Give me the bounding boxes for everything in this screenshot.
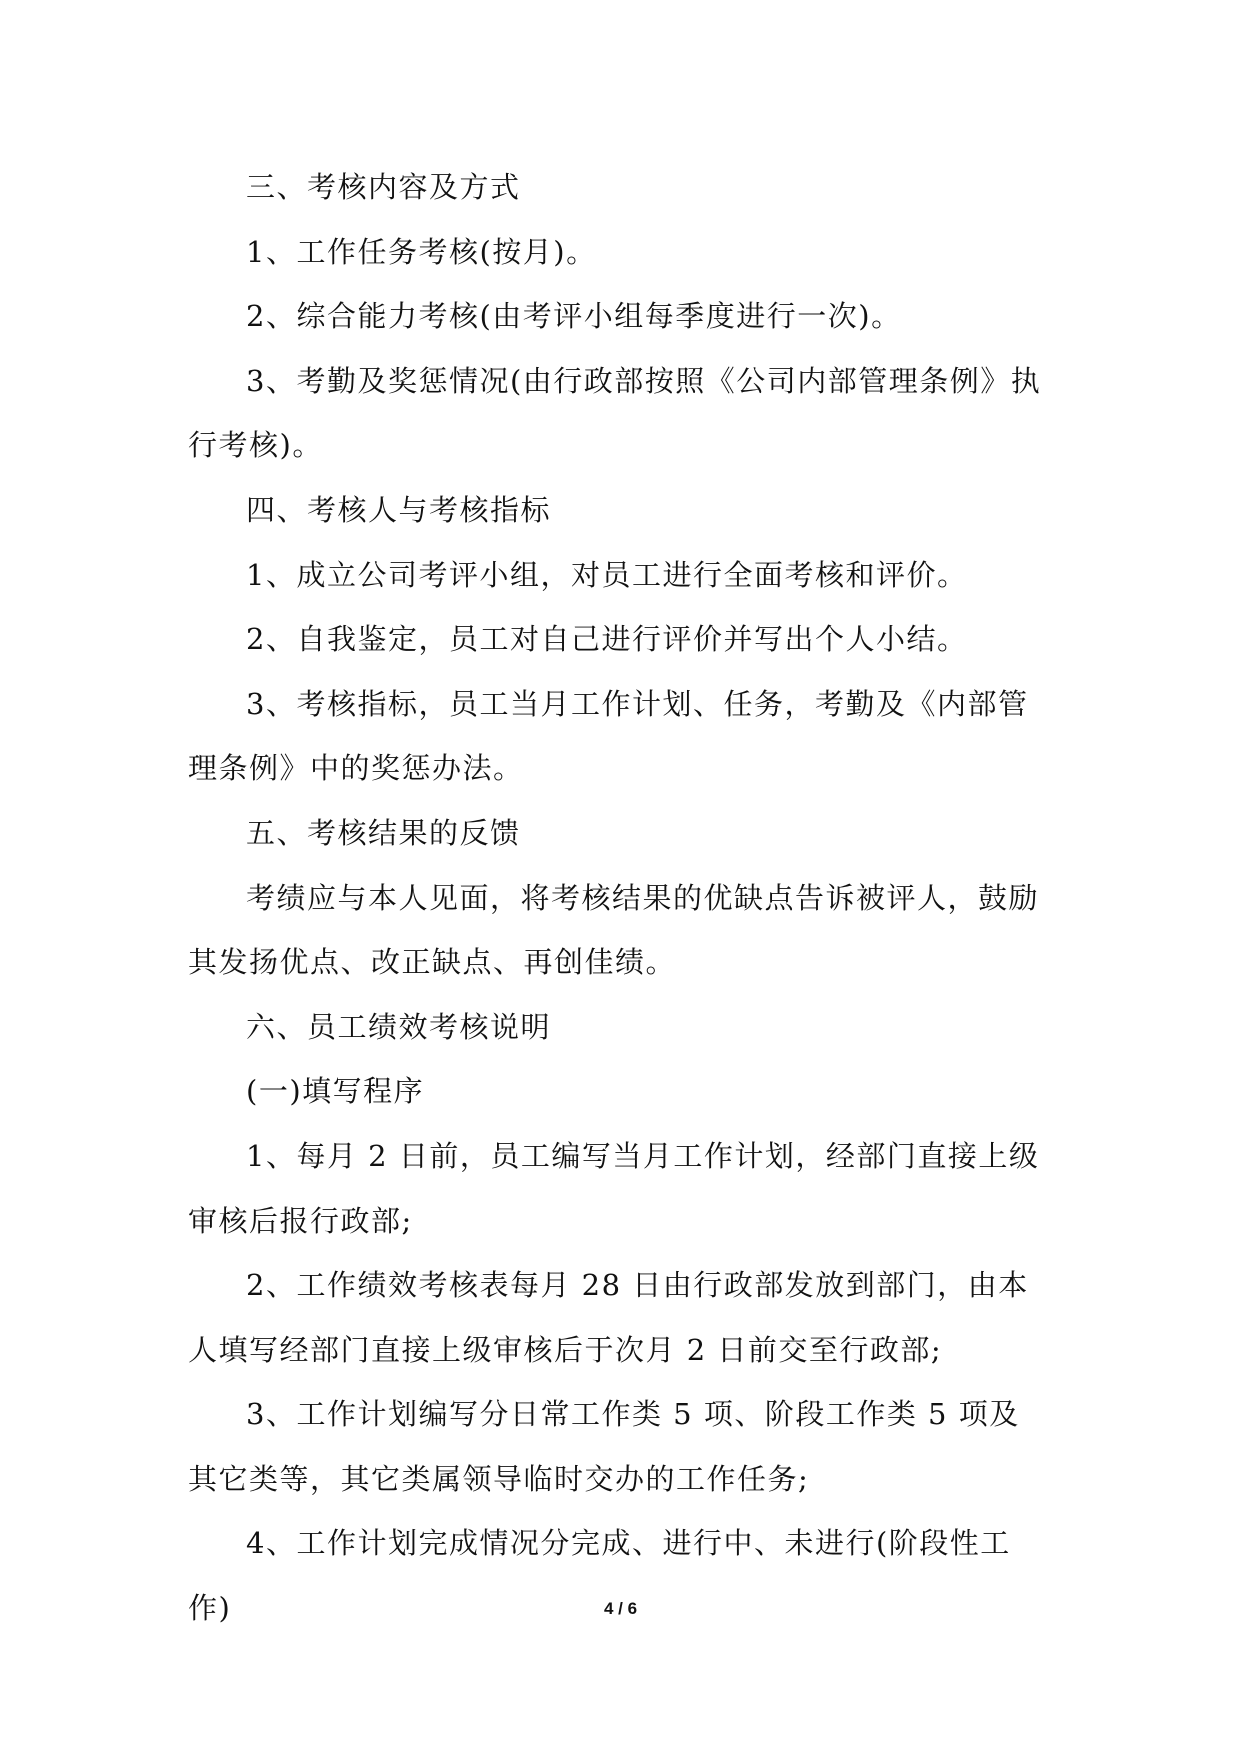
list-item: 1、每月 2 日前，员工编写当月工作计划，经部门直接上级审核后报行政部; [188,1138,1040,1238]
list-item: 1、工作任务考核(按月)。 [246,234,597,269]
list-item: 2、工作绩效考核表每月 28 日由行政部发放到部门，由本人填写经部门直接上级审核后于次月 2 日前交至行政部; [188,1268,1029,1367]
section-heading: 四、考核人与考核指标 [246,492,552,527]
subsection-heading: (一)填写程序 [246,1074,425,1109]
section-heading: 三、考核内容及方式 [246,170,521,204]
body-paragraph: 考绩应与本人见面，将考核结果的优缺点告诉被评人，鼓励其发扬优点、改正缺点、再创佳绩。 [188,880,1040,980]
page-number: 4 / 6 [603,1599,638,1618]
list-item: 4、工作计划完成情况分完成、进行中、未进行(阶段性工作) [188,1526,1011,1626]
list-item: 3、工作计划编写分日常工作类 5 项、阶段工作类 5 项及其它类等，其它类属领导临时交办的工作任务; [188,1397,1020,1496]
list-item: 3、考勤及奖惩情况(由行政部按照《公司内部管理条例》执行考核)。 [188,363,1042,463]
list-item: 2、综合能力考核(由考评小组每季度进行一次)。 [246,299,902,334]
section-heading: 五、考核结果的反馈 [246,815,521,850]
list-item: 3、考核指标，员工当月工作计划、任务，考勤及《内部管理条例》中的奖惩办法。 [188,686,1029,786]
section-heading: 六、员工绩效考核说明 [246,1009,552,1044]
list-item: 2、自我鉴定，员工对自己进行评价并写出个人小结。 [246,622,968,657]
document-body [188,155,1048,1641]
list-item: 1、成立公司考评小组，对员工进行全面考核和评价。 [246,557,968,592]
